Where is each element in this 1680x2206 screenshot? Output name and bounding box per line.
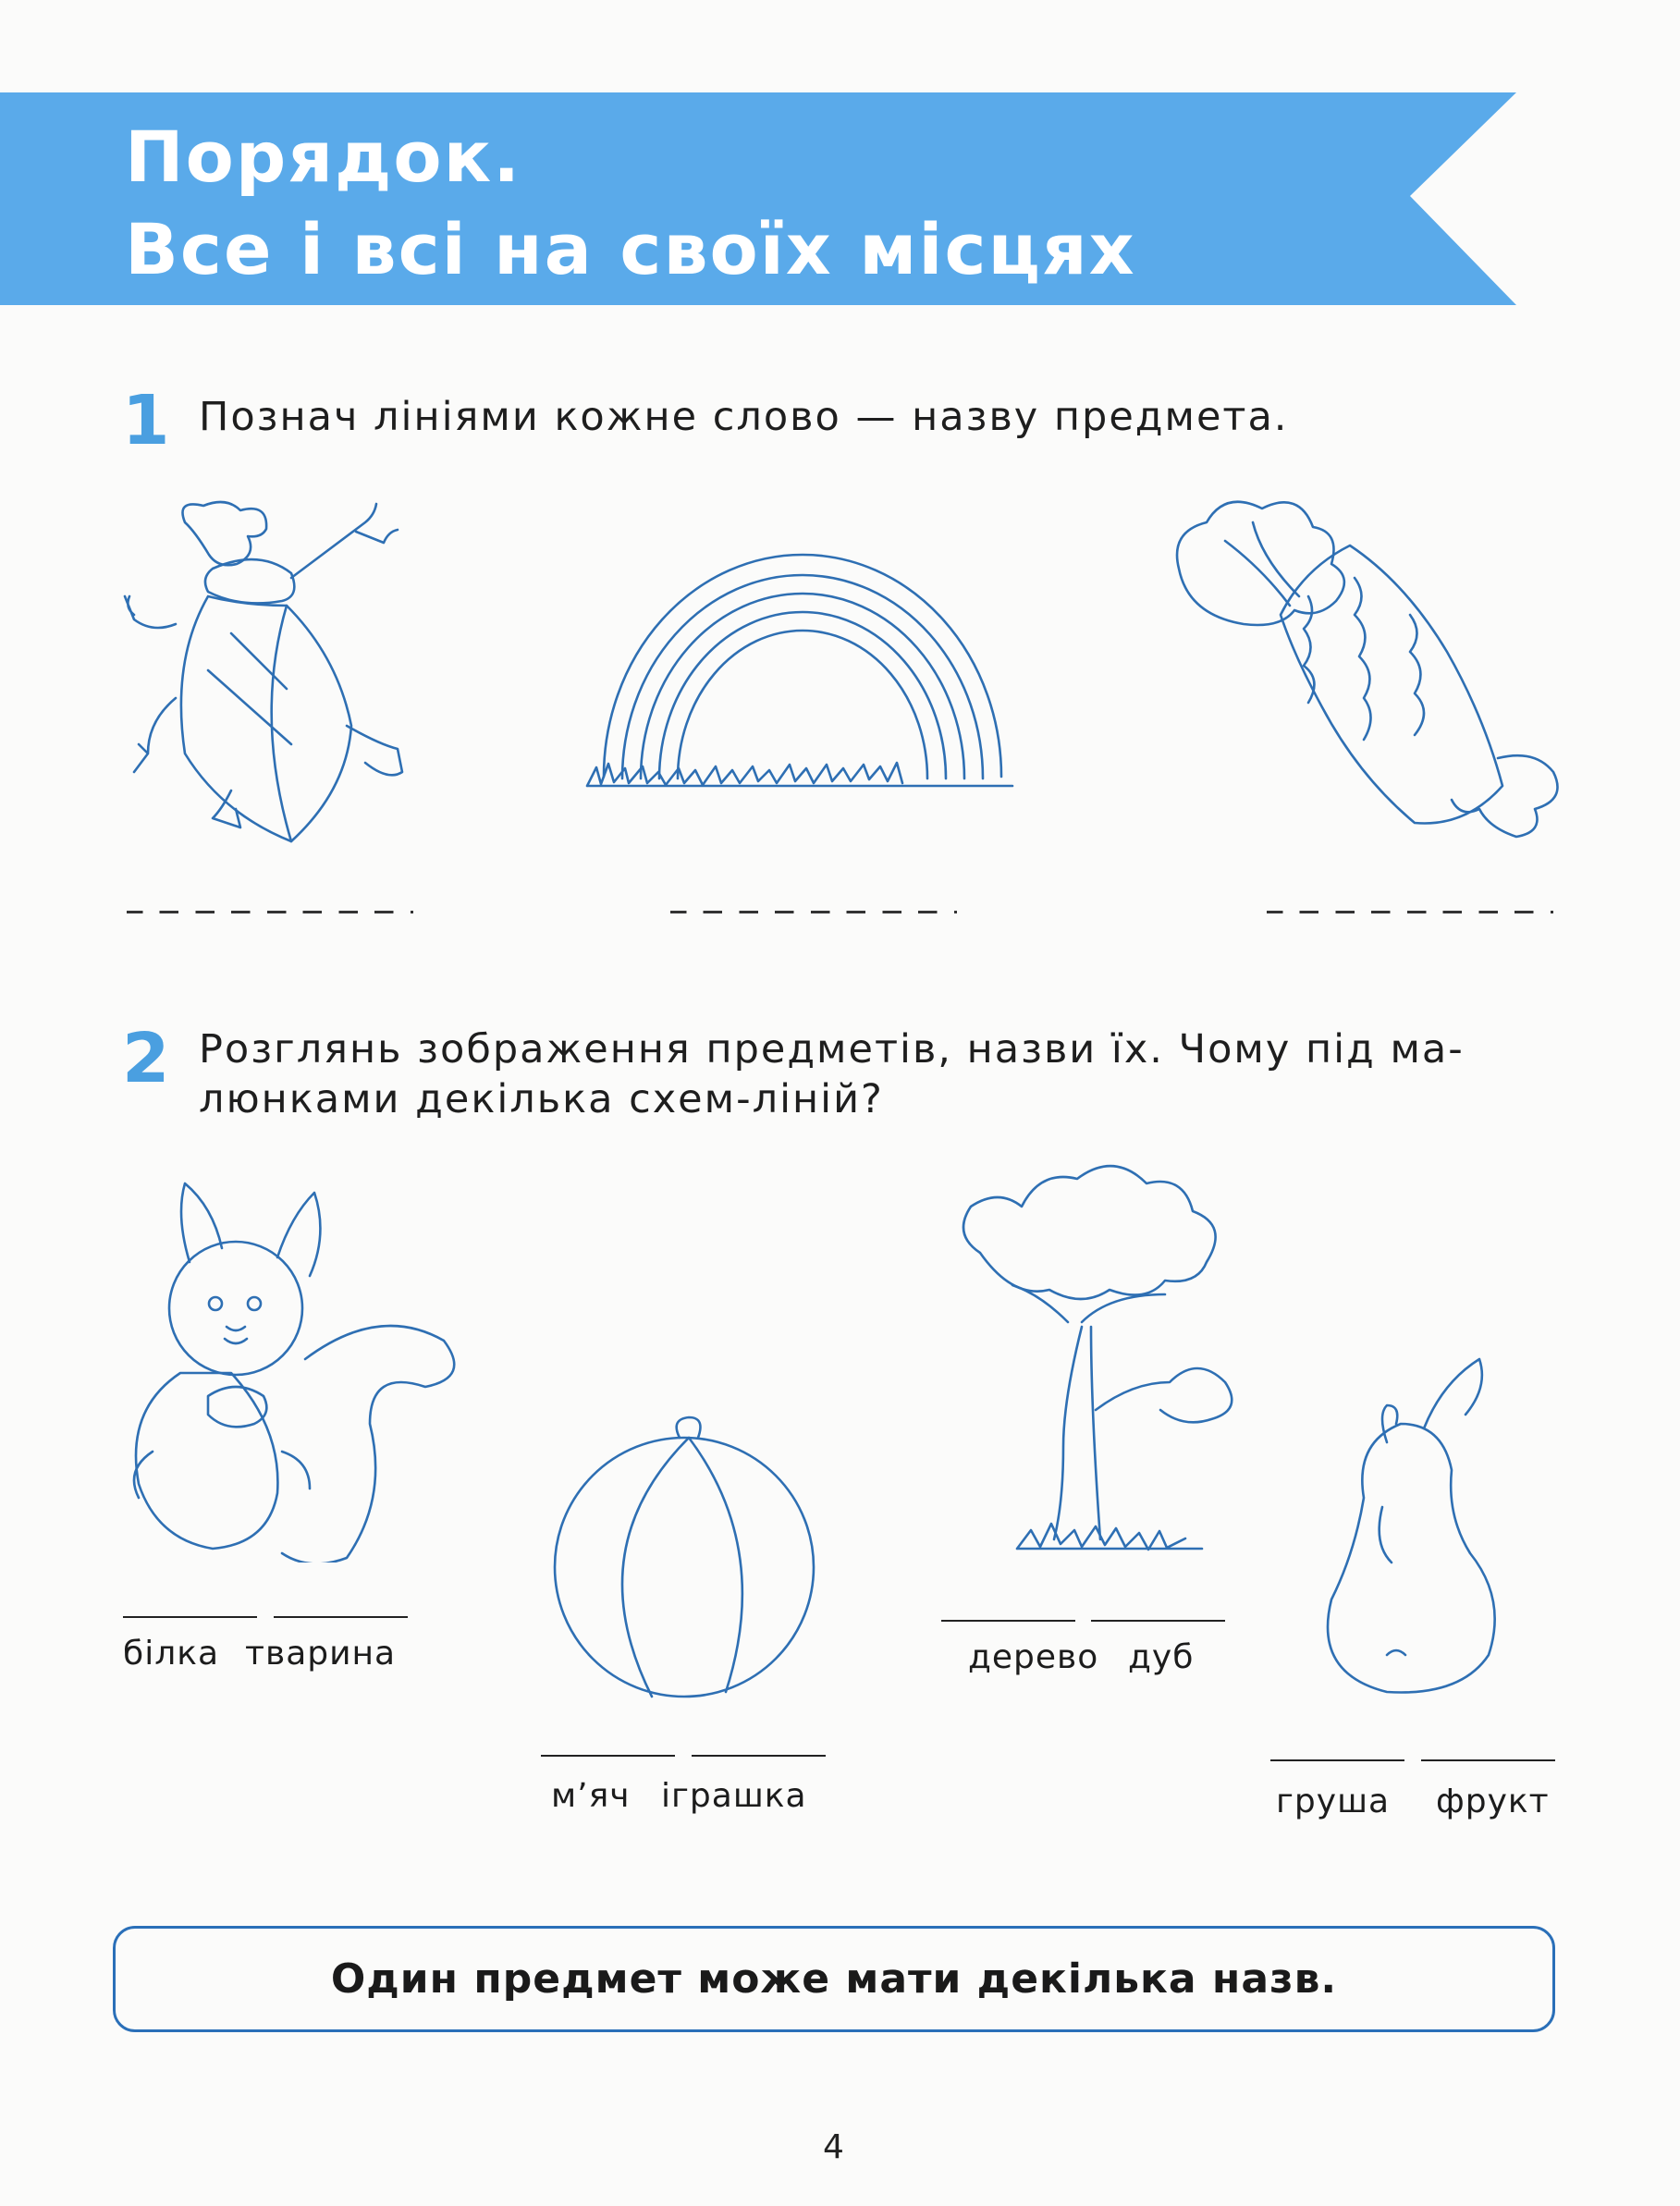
page-title-line2: Все і всі на своїх місцях [125, 208, 1136, 290]
word-pear-2: фрукт [1436, 1783, 1550, 1820]
rainbow-picture [578, 536, 1031, 804]
answer-dashes-2 [670, 911, 957, 917]
word-tree-2: дуб [1128, 1638, 1195, 1676]
page-number: 4 [823, 2128, 844, 2166]
word-line-squirrel-1 [123, 1616, 257, 1618]
word-ball-1: м’яч [551, 1777, 631, 1815]
answer-dashes-1 [127, 911, 413, 917]
word-line-squirrel-2 [274, 1616, 408, 1618]
word-line-pear-2 [1421, 1759, 1555, 1761]
task1-instruction: Познач лініями кожне слово — назву предмета. [199, 394, 1289, 440]
candy-picture [1160, 485, 1567, 841]
word-squirrel-1: білка [123, 1635, 220, 1673]
word-tree-1: дерево [968, 1638, 1099, 1676]
beetle-picture [120, 485, 425, 851]
rule-text: Один предмет може мати декілька назв. [330, 1955, 1338, 2003]
word-squirrel-2: тварина [245, 1635, 397, 1673]
squirrel-picture [116, 1174, 458, 1563]
task2-number: 2 [122, 1019, 170, 1098]
page-title-line1: Порядок. [125, 116, 522, 198]
task2-instruction-line2: люнками декілька схем-ліній? [199, 1076, 884, 1122]
ball-picture [541, 1415, 828, 1701]
word-line-tree-2 [1091, 1620, 1225, 1622]
word-ball-2: іграшка [661, 1777, 807, 1815]
word-line-ball-1 [541, 1755, 675, 1757]
word-line-ball-2 [692, 1755, 826, 1757]
pear-picture [1322, 1350, 1535, 1701]
word-pear-1: груша [1276, 1783, 1391, 1820]
tree-picture [943, 1160, 1262, 1563]
word-line-tree-1 [941, 1620, 1075, 1622]
task1-number: 1 [122, 381, 170, 460]
task2-instruction-line1: Розглянь зображення предметів, назви їх. Чому під ма- [199, 1026, 1465, 1072]
word-line-pear-1 [1270, 1759, 1404, 1761]
rule-box [113, 1926, 1555, 2032]
answer-dashes-3 [1267, 911, 1553, 917]
